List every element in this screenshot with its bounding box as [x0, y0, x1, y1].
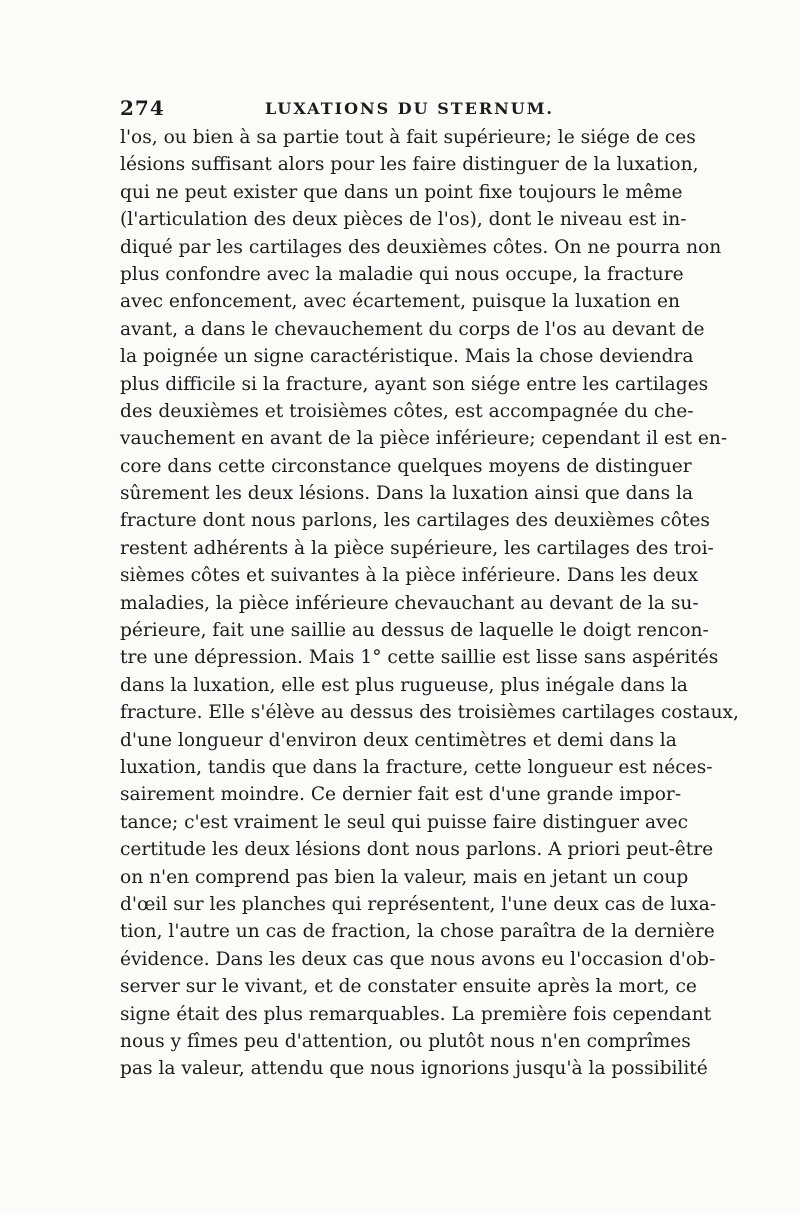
- text-line: on n'en comprend pas bien la valeur, mais en jetant un coup: [120, 866, 689, 888]
- text-line: évidence. Dans les deux cas que nous avons eu l'occasion d'ob-: [120, 948, 716, 970]
- text-line: tance; c'est vraiment le seul qui puisse faire distinguer avec: [120, 811, 688, 833]
- text-line: diqué par les cartilages des deuxièmes côtes. On ne pourra non: [120, 236, 722, 258]
- running-title: LUXATIONS DU STERNUM.: [265, 99, 554, 118]
- body-text: [120, 124, 739, 1083]
- page-number: 274: [120, 96, 165, 120]
- text-line: luxation, tandis que dans la fracture, cette longueur est néces-: [120, 756, 713, 778]
- text-line: core dans cette circonstance quelques moyens de distinguer: [120, 455, 692, 477]
- text-line: plus confondre avec la maladie qui nous occupe, la fracture: [120, 263, 684, 285]
- text-line: restent adhérents à la pièce supérieure, les cartilages des troi-: [120, 537, 714, 559]
- text-line: lésions suffisant alors pour les faire distinguer de la luxation,: [120, 154, 699, 176]
- text-line: d'une longueur d'environ deux centimètres et demi dans la: [120, 729, 677, 751]
- text-line: certitude les deux lésions dont nous parlons. A priori peut-être: [120, 839, 714, 861]
- text-line: qui ne peut exister que dans un point fixe toujours le même: [120, 181, 683, 203]
- text-line: pas la valeur, attendu que nous ignorions jusqu'à la possibilité: [120, 1058, 708, 1080]
- text-line: signe était des plus remarquables. La première fois cependant: [120, 1003, 712, 1025]
- text-line: dans la luxation, elle est plus rugueuse, plus inégale dans la: [120, 674, 688, 696]
- text-line: fracture. Elle s'élève au dessus des troisièmes cartilages costaux,: [120, 702, 739, 724]
- text-line: tion, l'autre un cas de fraction, la chose paraîtra de la dernière: [120, 921, 715, 943]
- text-line: sièmes côtes et suivantes à la pièce inférieure. Dans les deux: [120, 565, 699, 587]
- text-line: sairement moindre. Ce dernier fait est d'une grande impor-: [120, 784, 682, 806]
- text-line: server sur le vivant, et de constater ensuite après la mort, ce: [120, 976, 697, 998]
- text-line: maladies, la pièce inférieure chevauchant au devant de la su-: [120, 592, 699, 614]
- text-line: la poignée un signe caractéristique. Mais la chose deviendra: [120, 346, 694, 368]
- text-line: périeure, fait une saillie au dessus de laquelle le doigt rencon-: [120, 620, 709, 642]
- text-line: (l'articulation des deux pièces de l'os), dont le niveau est in-: [120, 209, 687, 231]
- text-line: avec enfoncement, avec écartement, puisque la luxation en: [120, 291, 681, 313]
- text-line: nous y fîmes peu d'attention, ou plutôt nous n'en comprîmes: [120, 1030, 691, 1052]
- text-line: tre une dépression. Mais 1° cette saillie est lisse sans aspérités: [120, 647, 719, 669]
- text-line: sûrement les deux lésions. Dans la luxation ainsi que dans la: [120, 483, 694, 505]
- text-line: avant, a dans le chevauchement du corps de l'os au devant de: [120, 318, 705, 340]
- text-line: d'œil sur les planches qui représentent, l'une deux cas de luxa-: [120, 893, 717, 915]
- text-line: l'os, ou bien à sa partie tout à fait supérieure; le siége de ces: [120, 127, 696, 148]
- text-line: vauchement en avant de la pièce inférieure; cependant il est en-: [120, 428, 728, 450]
- text-line: plus difficile si la fracture, ayant son siége entre les cartilages: [120, 373, 709, 395]
- text-line: des deuxièmes et troisièmes côtes, est accompagnée du che-: [120, 400, 694, 422]
- text-line: fracture dont nous parlons, les cartilages des deuxièmes côtes: [120, 510, 710, 532]
- page-header: [120, 96, 675, 120]
